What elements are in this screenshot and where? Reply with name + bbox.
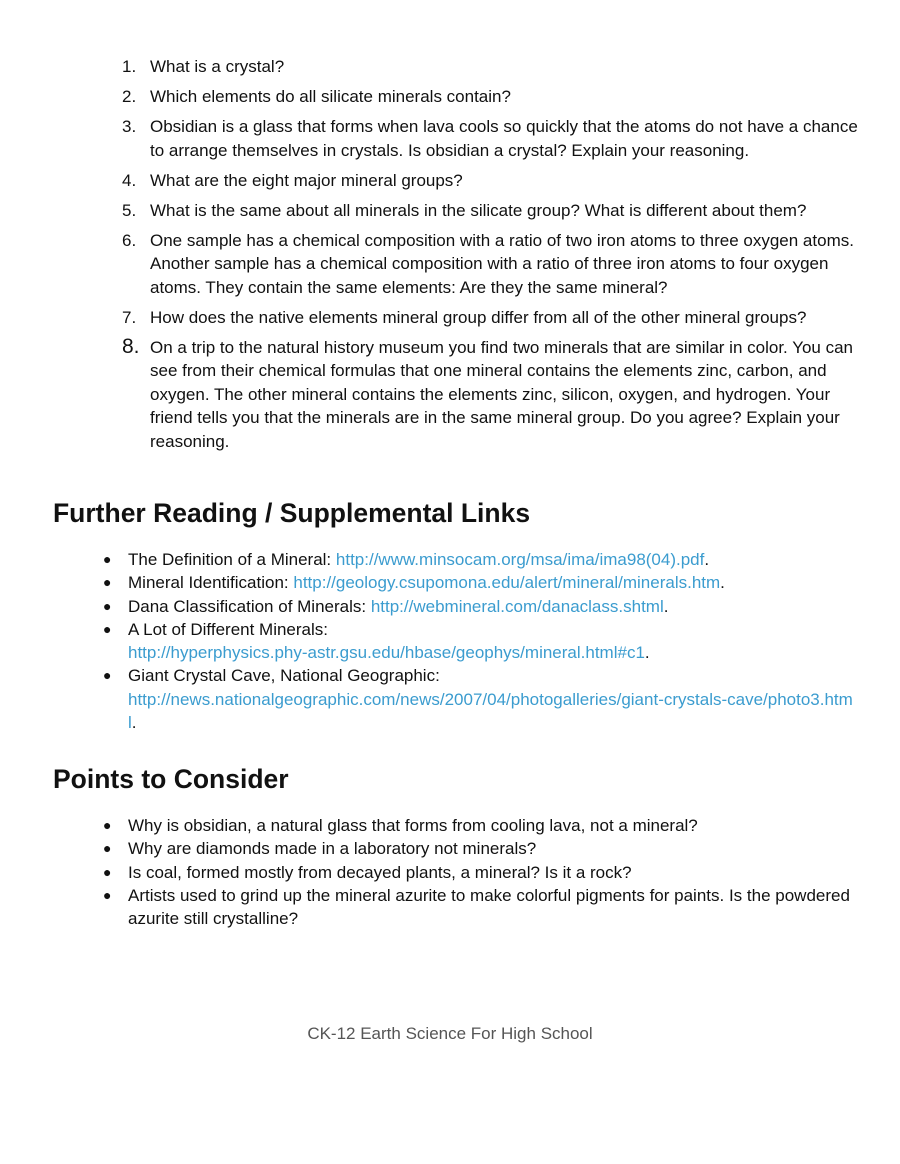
question-text: On a trip to the natural history museum you find two minerals that are similar in color. You can see from their chemical formulas that one mineral contains the elements zinc, carbon, and oxygen. The other mineral contains the elements zinc, silicon, oxygen, and hydrogen. Your friend tells you that the minerals are in the same mineral group. Do you agree? Explain your reasoning. xyxy=(150,337,854,451)
question-text: How does the native elements mineral group differ from all of the other mineral groups? xyxy=(150,307,807,327)
link-item xyxy=(0,595,900,618)
bullet-icon: ● xyxy=(103,551,112,567)
question-text: What is the same about all minerals in the silicate group? What is different about them? xyxy=(150,200,807,220)
link-end: . xyxy=(704,550,710,569)
bullet-icon: ● xyxy=(103,667,112,684)
question-number: 3. xyxy=(122,117,137,136)
list-item xyxy=(0,837,900,860)
link-item xyxy=(0,571,900,594)
question-text: Obsidian is a glass that forms when lava cools so quickly that the atoms do not have a chance to arrange themselves in crystals. Is obsidian a crystal? Explain your reasoning. xyxy=(150,117,858,160)
question-item xyxy=(0,336,900,454)
link-url[interactable]: http://hyperphysics.phy-astr.gsu.edu/hbase/geophys/mineral.html#c1 xyxy=(128,643,645,663)
question-item xyxy=(0,306,900,330)
points-list xyxy=(0,814,900,930)
point-text: Artists used to grind up the mineral azurite to make colorful pigments for paints. Is the powdered azurite still crystalline? xyxy=(128,885,850,929)
bullet-icon: ● xyxy=(103,817,112,833)
question-number: 1. xyxy=(122,57,137,76)
bullet-icon: ● xyxy=(103,620,112,637)
link-label: Mineral Identification: xyxy=(128,573,294,593)
review-questions-list xyxy=(0,55,900,460)
question-text: Which elements do all silicate minerals contain? xyxy=(150,87,511,106)
link-label: The Definition of a Mineral: xyxy=(128,550,336,569)
link-end: . xyxy=(131,713,137,733)
link-end: . xyxy=(663,596,669,616)
link-url[interactable]: http://geology.csupomona.edu/alert/mineral/minerals.htm xyxy=(293,573,721,593)
further-reading-heading: Further Reading / Supplemental Links xyxy=(53,498,531,528)
question-item xyxy=(0,199,900,223)
link-label: Dana Classification of Minerals: xyxy=(128,596,371,616)
point-text: Is coal, formed mostly from decayed plants, a mineral? Is it a rock? xyxy=(128,862,632,882)
question-number: 8. xyxy=(122,334,140,358)
question-number: 7. xyxy=(122,307,137,327)
question-number: 2. xyxy=(122,87,137,106)
bullet-icon: ● xyxy=(103,886,112,903)
list-item xyxy=(0,814,900,837)
question-text: What is a crystal? xyxy=(150,57,285,76)
list-item xyxy=(0,884,900,931)
question-item xyxy=(0,115,900,162)
link-item xyxy=(0,548,900,571)
question-item xyxy=(0,169,900,193)
question-item xyxy=(0,85,900,109)
question-number: 4. xyxy=(122,170,137,190)
link-end: . xyxy=(720,573,725,593)
question-number: 5. xyxy=(122,200,137,220)
link-end: . xyxy=(644,643,650,663)
bullet-icon: ● xyxy=(103,597,112,614)
link-url[interactable]: http://news.nationalgeographic.com/news/2007/04/photogalleries/giant-crystals-cave/photo3.html xyxy=(128,689,853,733)
link-item xyxy=(0,664,900,734)
list-item xyxy=(0,861,900,884)
link-item xyxy=(0,618,900,665)
supplemental-links-list xyxy=(0,548,900,734)
link-url[interactable]: http://www.minsocam.org/msa/ima/ima98(04).pdf xyxy=(335,550,705,569)
question-text: What are the eight major mineral groups? xyxy=(150,170,463,190)
bullet-icon: ● xyxy=(103,863,112,880)
points-to-consider-heading: Points to Consider xyxy=(53,764,289,794)
link-url[interactable]: http://webmineral.com/danaclass.shtml xyxy=(370,596,664,616)
page-footer: CK-12 Earth Science For High School xyxy=(307,1024,593,1043)
link-label: Giant Crystal Cave, National Geographic: xyxy=(128,666,440,686)
point-text: Why is obsidian, a natural glass that forms from cooling lava, not a mineral? xyxy=(128,816,698,835)
bullet-icon: ● xyxy=(103,840,112,857)
point-text: Why are diamonds made in a laboratory not minerals? xyxy=(128,839,537,859)
question-item xyxy=(0,229,900,300)
question-number: 6. xyxy=(122,230,137,250)
question-item xyxy=(0,55,900,79)
bullet-icon: ● xyxy=(103,574,112,591)
link-label: A Lot of Different Minerals: xyxy=(128,619,329,639)
question-text: One sample has a chemical composition with a ratio of two iron atoms to three oxygen atoms. Another sample has a chemical composition with a ratio of three iron atoms to four oxygen atoms. They contain the same elements: Are they the same mineral? xyxy=(150,230,854,297)
